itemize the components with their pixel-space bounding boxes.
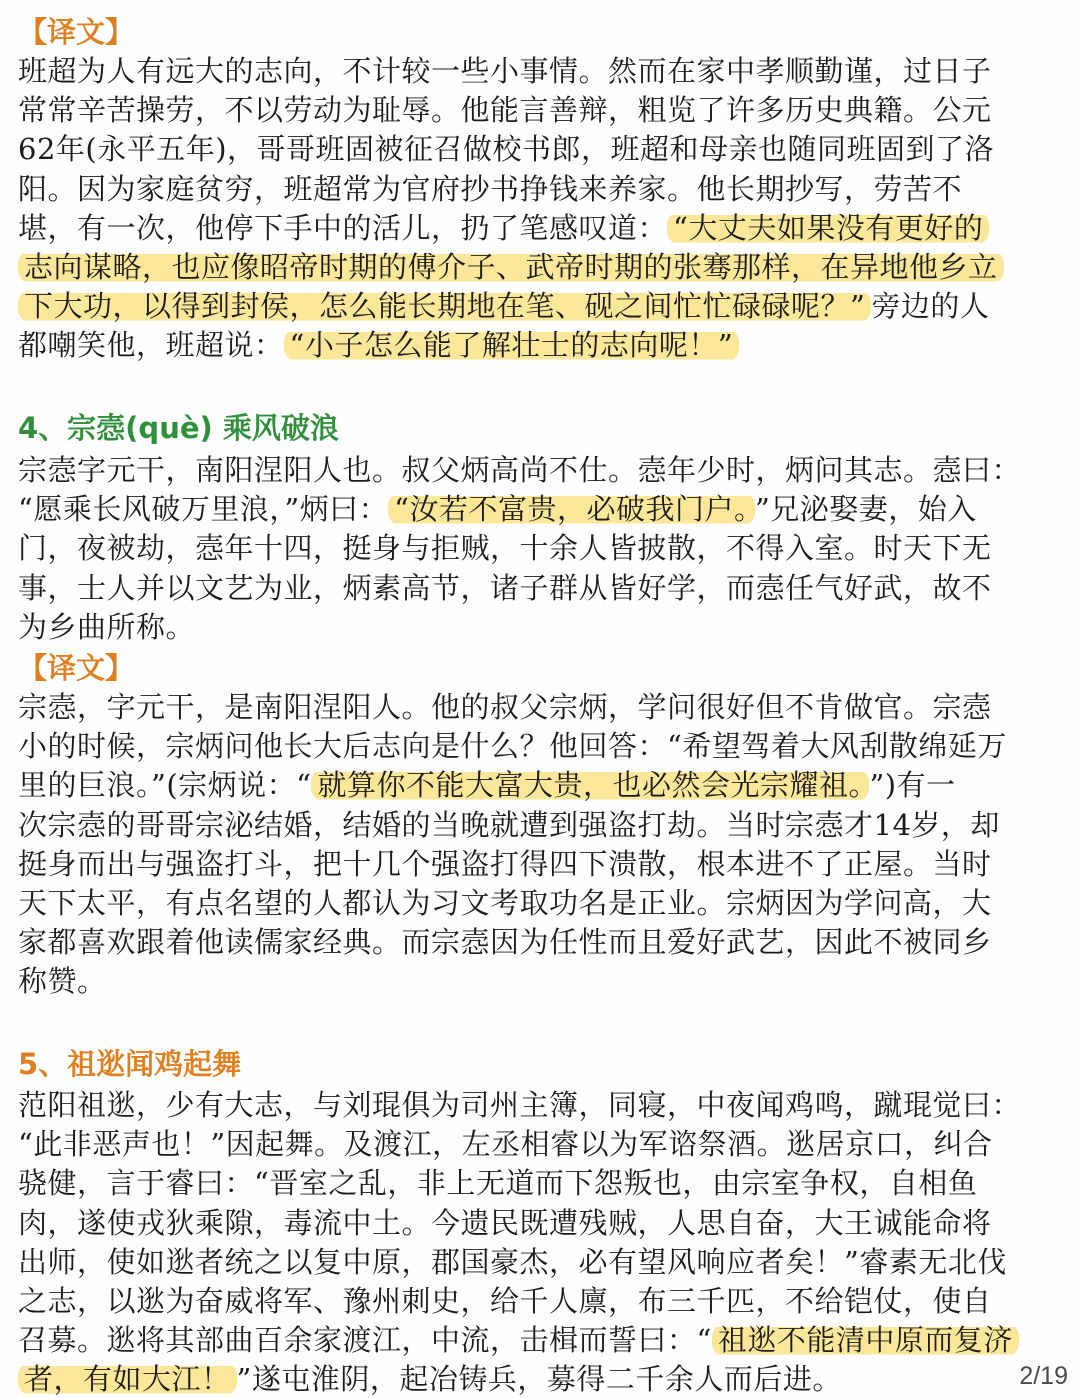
line-text: 肉，遂使戎狄乘隙，毒流中土。今遗民既遭残贼，人思自奋，大王诚能命将 [18, 1205, 992, 1240]
text-line [18, 727, 1007, 765]
line-text: 骁健，言于睿曰：“晋室之乱，非上无道而下怨叛也，由宗室争权，自相鱼 [18, 1166, 978, 1201]
line-text: 门，夜被劫，悫年十四，挺身与拒贼，十余人皆披散，不得入室。时天下无 [18, 531, 992, 566]
text-line [18, 1243, 1007, 1281]
line-text: 称赞。 [18, 964, 107, 999]
section-heading: 5、祖逖闻鸡起舞 [18, 1047, 242, 1081]
section-heading: 【译文】 [18, 651, 135, 685]
text-line [18, 1321, 1019, 1359]
line-text: 常常辛苦操劳，不以劳动为耻辱。他能言善辩，粗览了许多历史典籍。公元 [18, 93, 992, 128]
line-text: 里的巨浪。”(宗炳说：“ [18, 768, 312, 803]
text-line [18, 52, 992, 90]
line-text: ”兄泌娶妻，始入 [754, 492, 977, 527]
line-text: 62年(永平五年)，哥哥班固被征召做校书郎，班超和母亲也随同班固到了洛 [18, 132, 995, 167]
line-text: 召募。逖将其部曲百余家渡江，中流，击楫而誓曰：“ [18, 1323, 712, 1358]
line-text: 次宗悫的哥哥宗泌结婚，结婚的当晚就遭到强盗打劫。当时宗悫才14岁，却 [18, 807, 1000, 842]
text-line [18, 130, 994, 168]
line-text: 阳。因为家庭贫穷，班超常为官府抄书挣钱来养家。他长期抄写，劳苦不 [18, 171, 963, 206]
text-line [18, 248, 1004, 286]
highlighted-text: “汝若不富贵，必破我门户。 [388, 492, 755, 526]
line-text: 范阳祖逖，少有大志，与刘琨俱为司州主簿，同寝，中夜闻鸡鸣，蹴琨觉曰： [18, 1088, 1022, 1122]
text-line [18, 1086, 1021, 1124]
text-line [18, 806, 1000, 844]
line-text: 家都喜欢跟着他读儒家经典。而宗悫因为任性而且爱好武艺，因此不被同乡 [18, 925, 992, 960]
line-text: 天下太平，有点名望的人都认为习文考取功名是正业。宗炳因为学问高，大 [18, 886, 992, 920]
text-line [18, 451, 1021, 489]
highlighted-text: 下大功，以得到封侯，怎么能长期地在笔、砚之间忙忙碌碌呢？” [18, 289, 871, 323]
line-text: “此非恶声也！”因起舞。及渡江，左丞相睿以为军谘祭酒。逖居京口，纠合 [18, 1127, 993, 1162]
highlighted-text: “小子怎么能了解壮士的志向呢！” [284, 328, 740, 362]
text-line [18, 608, 195, 646]
line-text: “愿乘长风破万里浪，”炳曰： [18, 492, 389, 527]
highlighted-text: 就算你不能大富大贵，也必然会光宗耀祖。 [311, 768, 869, 802]
line-text: 宗悫，字元干，是南阳涅阳人。他的叔父宗炳，学问很好但不肯做官。宗悫 [18, 690, 992, 724]
text-line [18, 1125, 993, 1163]
text-line [18, 845, 992, 883]
line-text: 宗悫字元干，南阳涅阳人也。叔父炳高尚不仕。悫年少时，炳问其志。悫曰： [18, 453, 1022, 487]
text-line [18, 1204, 992, 1242]
text-line [18, 287, 989, 325]
page-number: 2/19 [1019, 1362, 1068, 1390]
section-heading: 【译文】 [18, 15, 135, 49]
text-line [18, 91, 992, 129]
highlighted-text: 者，有如大江！ [18, 1362, 237, 1396]
highlighted-text: 志向谋略，也应像昭帝时期的傅介子、武帝时期的张骞那样，在异地他乡立 [18, 250, 1004, 284]
text-line [18, 569, 992, 607]
line-text: 小的时候，宗炳问他长大后志向是什么？他回答：“希望驾着大风刮散绵延万 [18, 729, 1007, 764]
highlighted-text: 祖逖不能清中原而复济 [712, 1323, 1019, 1357]
line-text: 挺身而出与强盗打斗，把十几个强盗打得四下溃散，根本进不了正屋。当时 [18, 846, 992, 881]
line-text: 之志，以逖为奋威将军、豫州刺史，给千人廪，布三千匹，不给铠仗，使自 [18, 1284, 992, 1318]
text-line [18, 1164, 977, 1202]
text-line [18, 766, 956, 804]
line-text: 堪，有一次，他停下手中的活儿，扔了笔感叹道： [18, 210, 668, 245]
text-line [18, 529, 992, 567]
line-text: 出师，使如逖者统之以复中原，郡国豪杰，必有望风响应者矣！”睿素无北伐 [18, 1244, 1007, 1279]
line-text: ”)有一 [869, 768, 956, 803]
text-line [18, 962, 107, 1000]
line-text: 旁边的人 [871, 289, 990, 324]
text-line [18, 1360, 842, 1398]
text-line [18, 326, 739, 364]
line-text: 事，士人并以文艺为业，炳素高节，诸子群从皆好学，而悫任气好武，故不 [18, 570, 992, 605]
line-text: 班超为人有远大的志向，不计较一些小事情。然而在家中孝顺勤谨，过日子 [18, 54, 992, 88]
text-line [18, 884, 992, 922]
line-text: 为乡曲所称。 [18, 609, 196, 644]
text-line [18, 170, 962, 208]
section-heading: 4、宗悫(què) 乘风破浪 [18, 411, 339, 445]
line-text: 都嘲笑他，班超说： [18, 328, 284, 363]
text-line [18, 923, 992, 961]
line-text: ”遂屯淮阴，起冶铸兵，募得二千余人而后进。 [236, 1362, 842, 1397]
text-line [18, 688, 992, 726]
text-line [18, 209, 989, 247]
text-line [18, 1282, 992, 1320]
text-line [18, 490, 977, 528]
highlighted-text: “大丈夫如果没有更好的 [667, 211, 989, 245]
